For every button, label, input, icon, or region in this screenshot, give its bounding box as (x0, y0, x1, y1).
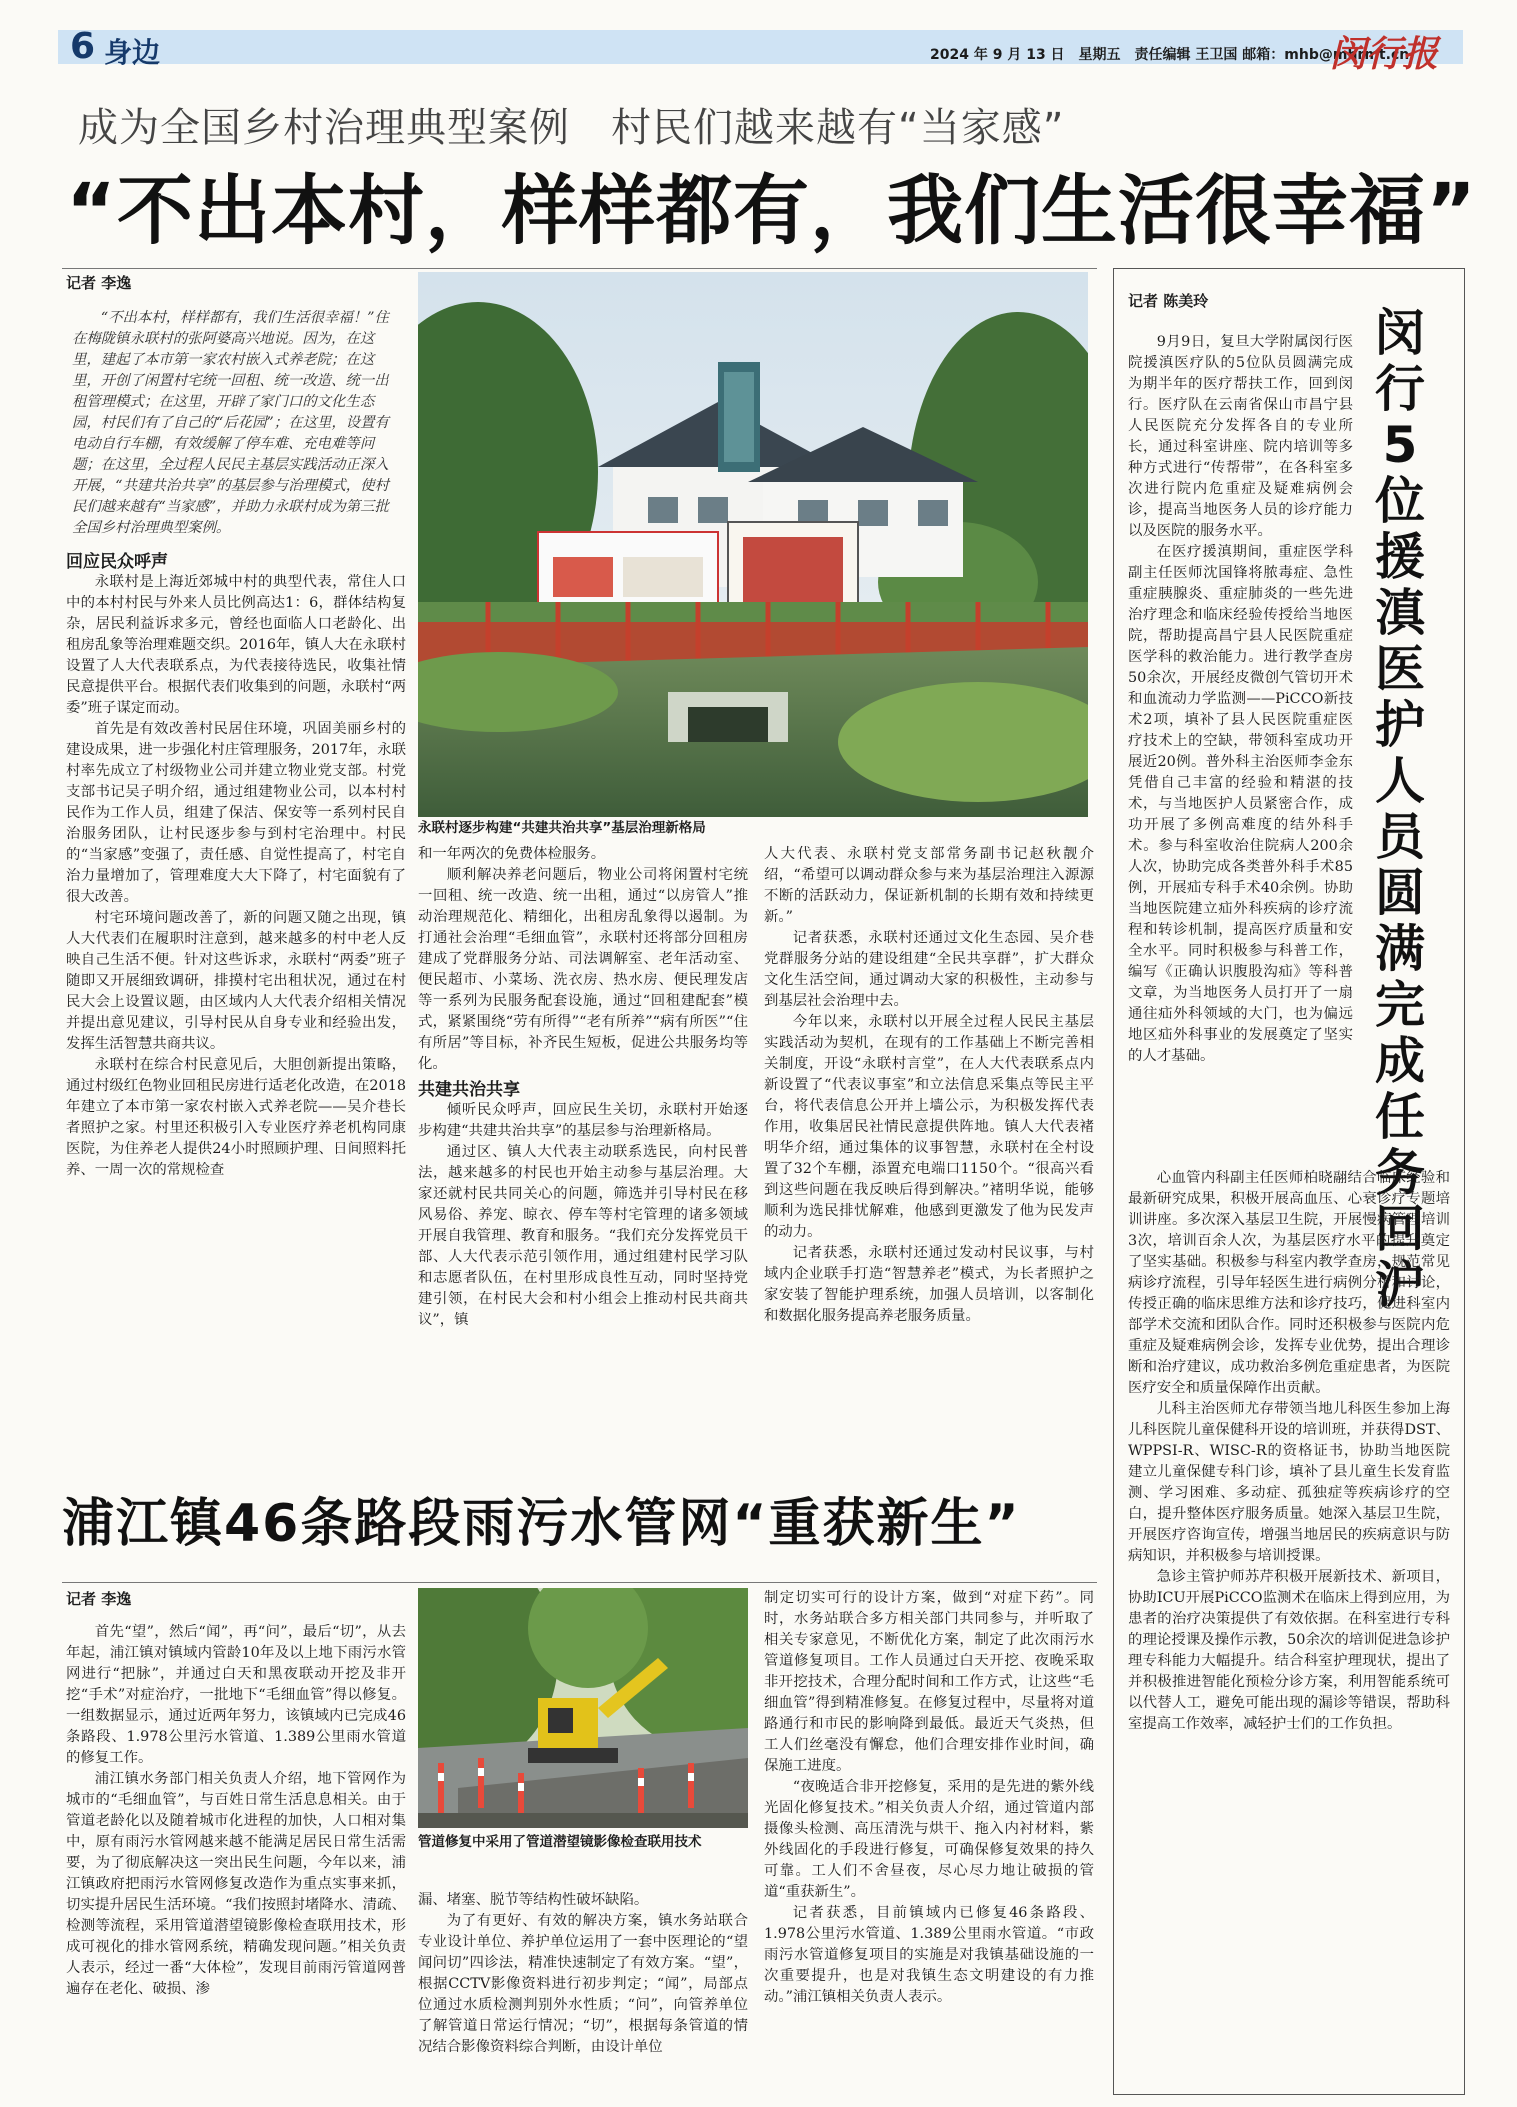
paragraph: 记者获悉，永联村还通过发动村民议事，与村域内企业联手打造“智慧养老”模式，为长者照护之家安装了智能护理系统，加强人员培训，以客制化和数据化服务提高养老服务质量。 (764, 1245, 1094, 1324)
paragraph: 首先“望”，然后“闻”，再“问”，最后“切”，从去年起，浦江镇对镇域内管龄10年及以上地下雨污水管网进行“把脉”，并通过白天和黑夜联动开挖及非开挖“手术”对症治疗，一批地下“毛细血管”得以修复。一组数据显示，通过近两年努力，该镇域内已完成46条路段、1.978公里污水管道、1.389公里雨水管道的修复工作。 (66, 1624, 406, 1766)
article2-body-narrow (1128, 332, 1353, 1162)
paragraph: 在医疗援滇期间，重症医学科副主任医师沈国锋将脓毒症、急性重症胰腺炎、重症肺炎的一些先进治疗理念和临床经验传授给当地医院，帮助提高昌宁县人民医院重症医学科的救治能力。进行教学查房50余次，开展经皮微创气管切开术和血流动力学监测——PiCCO新技术2项，填补了县人民医院重症医疗技术上的空缺，带领科室成功开展近20例。普外科主治医师李金东凭借自己丰富的经验和精湛的技术，与当地医护人员紧密合作，成功开展了多例高难度的结外科手术。参与科室收治住院病人200余人次，协助完成各类普外科手术85例，开展疝专科手术40余例。协助当地医院建立疝外科疾病的诊疗流程和转诊机制，提高医疗质量和安全水平。同时积极参与科普工作，编写《正确认识腹股沟疝》等科普文章，为当地医务人员打开了一扇通往疝外科领域的大门，也为偏远地区疝外科事业的发展奠定了坚实的人才基础。 (1128, 544, 1353, 1064)
paragraph: 9月9日，复旦大学附属闵行医院援滇医疗队的5位队员圆满完成为期半年的医疗帮扶工作，回到闵行。医疗队在云南省保山市昌宁县人民医院充分发挥各自的专业所长，通过科室讲座、院内培训等多种方式进行“传帮带”，在各科室多次进行院内危重症及疑难病例会诊，提高当地医务人员的诊疗能力以及医院的服务水平。 (1128, 334, 1353, 539)
paragraph: 制定切实可行的设计方案，做到“对症下药”。同时，水务站联合多方相关部门共同参与，并听取了相关专家意见，不断优化方案，制定了此次雨污水管道修复项目。工作人员通过白天开挖、夜晚采取非开挖技术，合理分配时间和工作方式，让这些“毛细血管”得到精准修复。在修复过程中，尽量将对道路通行和市民的影响降到最低。最近天气炎热，但工人们丝毫没有懈怠，他们合理安排作业时间，确保施工进度。 (764, 1590, 1094, 1774)
paragraph: 今年以来，永联村以开展全过程人民民主基层实践活动为契机，在现有的工作基础上不断完善相关制度，开设“永联村言堂”，在人大代表联系点内新设置了“代表议事室”和立法信息采集点等民主平台，将代表信息公开并上墙公示，为积极发挥代表作用，收集居民社情民意提供阵地。镇人大代表褚明华介绍，通过集体的议事智慧，永联村在全村设置了32个车棚，添置充电端口1150个。“很高兴看到这些问题在我反映后得到解决。”褚明华说，能够顺利为选民排忧解难，他感到更激发了他为民发声的动力。 (764, 1014, 1094, 1240)
pipeline-photo (418, 1588, 748, 1828)
paragraph: 心血管内科副主任医师柏晓翮结合临床经验和最新研究成果，积极开展高血压、心衰诊疗专题培训讲座。多次深入基层卫生院，开展慢病管理培训3次，培训百余人次，为基层医疗水平的提升奠定了坚实基础。积极参与科室内教学查房，规范常见病诊疗流程，引导年轻医生进行病例分析和讨论，传授正确的临床思维方法和诊疗技巧，促进科室内部学术交流和团队合作。同时还积极参与医院内危重症及疑难病例会诊，发挥专业优势，提出合理诊断和治疗建议，成功救治多例危重症患者，为医院医疗安全和质量保障作出贡献。 (1128, 1170, 1450, 1396)
paragraph: 记者获悉，永联村还通过文化生态园、吴介巷党群服务分站的建设组建“全民共享群”，扩大群众文化生活空间，通过调动大家的积极性，主动参与到基层社会治理中去。 (764, 930, 1094, 1009)
paragraph: 漏、堵塞、脱节等结构性破坏缺陷。 (418, 1892, 649, 1908)
article3-reporter: 记者 李逸 (66, 1590, 132, 1608)
article3-column-3 (764, 1588, 1094, 2100)
subhead-shared: 共建共治共享 (418, 1080, 520, 1100)
paragraph: 村宅环境问题改善了，新的问题又随之出现，镇人大代表们在履职时注意到，越来越多的村中老人反映自己生活不便。针对这些诉求，永联村“两委”班子随即又开展细致调研，排摸村宅出租状况，通过在村民大会上设置议题，由区域内人大代表介绍相关情况并提出意见建议，引导村民从自身专业和经验出发，发挥生活智慧共商共议。 (66, 910, 406, 1052)
paragraph: 为了有更好、有效的解决方案，镇水务站联合专业设计单位、养护单位运用了一套中医理论的“望闻问切”四诊法，精准快速制定了有效方案。“望”，根据CCTV影像资料进行初步判定；“闻”，局部点位通过水质检测判别外水性质；“问”，向管养单位了解管道日常运行情况；“切”，根据每条管道的情况结合影像资料综合判断，由设计单位 (418, 1913, 748, 2055)
photo2-caption: 管道修复中采用了管道潜望镜影像检查联用技术 (418, 1834, 702, 1850)
article1-reporter: 记者 李逸 (66, 274, 132, 292)
subhead-respond: 回应民众呼声 (66, 552, 168, 572)
paragraph: 儿科主治医师尤存带领当地儿科医生参加上海儿科医院儿童保健科开设的培训班，并获得DST、WPPSI-R、WISC-R的资格证书，协助当地医院建立儿童保健专科门诊，填补了县儿童生长发育监测、学习困难、多动症、孤独症等疾病诊疗的空白，提升整体医疗服务质量。她深入基层卫生院，开展医疗咨询宣传，增强当地居民的疾病意识与防病知识，并积极参与培训授课。 (1128, 1401, 1450, 1564)
article3-column-1 (66, 1622, 406, 2100)
paragraph: 顺利解决养老问题后，物业公司将闲置村宅统一回租、统一改造、统一出租，通过“以房管人”推动治理规范化、精细化，出租房乱象得以遏制。为打通社会治理“毛细血管”，永联村还将部分回租房建成了党群服务分站、司法调解室、老年活动室、便民超市、小菜场、洗衣房、热水房、便民理发店等一系列为民服务配套设施，通过“回租建配套”模式，紧紧围绕“劳有所得”“老有所养”“病有所医”“住有所居”等目标，补齐民生短板，促进公共服务均等化。 (418, 867, 748, 1072)
paragraph: 永联村在综合村民意见后，大胆创新提出策略，通过村级红色物业回租民房进行适老化改造，在2018年建立了本市第一家农村嵌入式养老院——吴介巷长者照护之家。村里还积极引入专业医疗养老机构同康医院，为住养老人提供24小时照顾护理、日间照料托养、一周一次的常规检查 (66, 1057, 406, 1178)
photo1-caption: 永联村逐步构建“共建共治共享”基层治理新格局 (418, 820, 706, 836)
paragraph: 永联村是上海近郊城中村的典型代表，常住人口中的本村村民与外来人员比例高达1：6，群体结构复杂，居民利益诉求多元，曾经也面临人口老龄化、出租房乱象等治理难题交织。2016年，镇人大在永联村设置了人大代表联系点，为代表接待选民，收集社情民意提供平台。根据代表们收集到的问题，永联村“两委”班子谋定而动。 (66, 574, 406, 716)
lead-text: “不出本村，样样都有，我们生活很幸福！”住在梅陇镇永联村的张阿婆高兴地说。因为，在这里，建起了本市第一家农村嵌入式养老院；在这里，开创了闲置村宅统一回租、统一改造、统一出租管理模式；在这里，开辟了家门口的文化生态园，村民们有了自己的“后花园”；在这里，设置有电动自行车棚，有效缓解了停车难、充电难等问题；在这里，全过程人民民主基层实践活动正深入开展，“共建共治共享”的基层参与治理模式，使村民们越来越有“当家感”，并助力永联村成为第三批全国乡村治理典型案例。 (72, 310, 389, 536)
article3-title: 浦江镇46条路段雨污水管网“重获新生” (62, 1494, 1021, 1554)
village-photo (418, 272, 1088, 817)
article1-column-3 (764, 844, 1094, 1478)
article2-body-wide (1128, 1168, 1450, 2078)
page-number: 6 (70, 26, 96, 67)
village-photo-illustration (418, 272, 1088, 817)
paragraph: 浦江镇水务部门相关负责人介绍，地下管网作为城市的“毛细血管”，与百姓日常生活息息相关。由于管道老龄化以及随着城市化进程的加快，人口相对集中，原有雨污水管网越来越不能满足居民日常生活需要，为了彻底解决这一突出民生问题，今年以来，浦江镇政府把雨污水管网修复改造作为重点实事来抓，切实提升居民生活环境。“我们按照封堵降水、清疏、检测等流程，采用管道潜望镜影像检查联用技术，形成可视化的排水管网系统，精确发现问题。”相关负责人表示，经过一番“大体检”，发现目前雨污管道网普遍存在老化、破损、渗 (66, 1771, 406, 1997)
dateline: 2024 年 9 月 13 日 星期五 责任编辑 王卫国 邮箱：mhb@mhrmt.cn (930, 47, 1410, 63)
article3-column-2 (418, 1890, 748, 2100)
pipeline-photo-illustration (418, 1588, 748, 1828)
paragraph: 通过区、镇人大代表主动联系选民，向村民普法，越来越多的村民也开始主动参与基层治理。大家还就村民共同关心的问题，筛选并引导村民在移风易俗、养宠、晾衣、停车等村宅管理的诸多领域开展自我管理、教育和服务。“我们充分发挥党员干部、人大代表示范引领作用，通过组建村民学习队和志愿者队伍，在村里形成良性互动，同时坚持党建引领，在村民大会和村小组会上推动村民共商共议”，镇 (418, 1144, 748, 1328)
section-name: 身边 (104, 36, 161, 69)
paragraph: 首先是有效改善村民居住环境，巩固美丽乡村的建设成果，进一步强化村庄管理服务，2017年，永联村率先成立了村级物业公司并建立物业党支部。村党支部书记吴子明介绍，通过组建物业公司，以本村村民作为工作人员，组建了保洁、保安等一系列村民自治服务团队，让村民逐步参与到村宅治理中。村民的“当家感”变强了，责任感、自觉性提高了，村宅自治力量增加了，管理难度大大下降了，村宅面貌有了很大改善。 (66, 721, 406, 905)
article1-subtitle: 成为全国乡村治理典型案例 村民们越来越有“当家感” (78, 105, 1065, 151)
paragraph: 记者获悉，目前镇域内已修复46条路段、1.978公里污水管道、1.389公里雨水管道。“市政雨污水管道修复项目的实施是对我镇基础设施的一次重要提升，也是对我镇生态文明建设的有力推动。”浦江镇相关负责人表示。 (764, 1905, 1094, 2005)
divider (62, 268, 1097, 269)
article2-reporter: 记者 陈美玲 (1128, 292, 1209, 310)
article1-headline: “不出本村，样样都有，我们生活很幸福” (66, 166, 1477, 255)
paragraph: 倾听民众呼声，回应民生关切，永联村开始逐步构建“共建共治共享”的基层参与治理新格局。 (418, 1102, 748, 1139)
article2-title: 闵行5位援滇医护人员圆满完成任务回沪 (1375, 304, 1425, 1314)
article1-column-2 (418, 844, 748, 1478)
paragraph: 急诊主管护师苏芹积极开展新技术、新项目，协助ICU开展PiCCO监测术在临床上得到应用，为患者的治疗决策提供了有效依据。在科室进行专科的理论授课及操作示教，50余次的培训促进急诊护理专科能力大幅提升。结合科室护理现状，提出了并积极推进智能化预检分诊方案，利用智能系统可以代替人工，避免可能出现的漏诊等错误，帮助科室提高工作效率，减轻护士们的工作负担。 (1128, 1569, 1450, 1732)
article1-column-1 (66, 300, 406, 1478)
paragraph: “夜晚适合非开挖修复，采用的是先进的紫外线光固化修复技术。”相关负责人介绍，通过管道内部摄像头检测、高压清洗与烘干、拖入内衬材料，紫外线固化的手段进行修复，可确保修复效果的持久可靠。工人们不舍昼夜，尽心尽力地让破损的管道“重获新生”。 (764, 1779, 1094, 1900)
newspaper-logo: 闵行报 (1330, 33, 1439, 75)
article1-body-1 (66, 547, 406, 1181)
divider (62, 1582, 1097, 1583)
article1-lead (66, 300, 406, 547)
paragraph: 和一年两次的免费体检服务。 (418, 846, 606, 862)
paragraph: 人大代表、永联村党支部常务副书记赵秋靓介绍，“希望可以调动群众参与来为基层治理注入源源不断的活跃动力，保证新机制的长期有效和持续更新。” (764, 846, 1094, 925)
